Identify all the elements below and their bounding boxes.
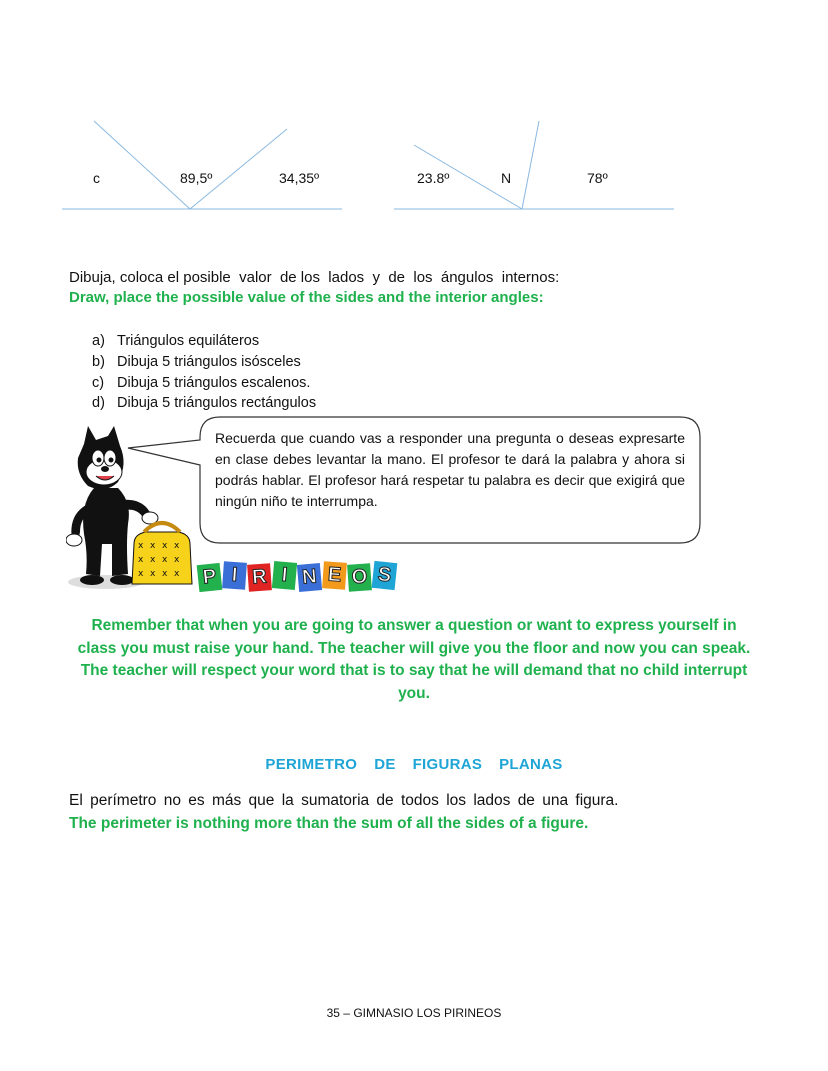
list-marker: b): [92, 353, 105, 370]
left-ray-2: [190, 129, 287, 209]
cat-mascot-illustration: [66, 424, 196, 594]
svg-text:x: x: [150, 569, 156, 579]
logo-letter: P: [197, 563, 223, 592]
list-text: Dibuja 5 triángulos isósceles: [117, 353, 301, 370]
task-list: [92, 331, 316, 414]
logo-letter: O: [347, 563, 372, 592]
list-marker: a): [92, 333, 105, 349]
list-marker: c): [92, 374, 105, 391]
page-footer: 35 – GIMNASIO LOS PIRINEOS: [326, 1006, 502, 1020]
list-marker: d): [92, 395, 105, 412]
svg-text:x: x: [162, 555, 168, 565]
list-text: Dibuja 5 triángulos rectángulos: [117, 395, 317, 412]
list-item: [92, 352, 316, 373]
svg-text:x: x: [174, 541, 180, 551]
definition-spanish: El perímetro no es más que la sumatoria de todos los lados de una figura.: [69, 792, 619, 809]
logo-letter: S: [372, 561, 398, 590]
svg-text:x: x: [162, 541, 168, 551]
list-item: [92, 373, 316, 394]
pirineos-logo: [198, 562, 408, 592]
remember-paragraph: Remember that when you are going to answer a question or want to express yourself in class you must raise your hand. The teacher will give you the floor and now you can speak. The teacher will respect your word that is to say that he will demand that no child interrupt you.: [77, 617, 751, 702]
list-item: [92, 331, 316, 352]
angle-label-78: 78º: [587, 170, 608, 186]
angle-label-34-35: 34,35º: [279, 170, 320, 186]
svg-text:x: x: [150, 555, 156, 565]
svg-text:x: x: [150, 541, 156, 551]
left-ray-1: [94, 121, 190, 209]
svg-text:x: x: [138, 569, 144, 579]
angle-label-89-5: 89,5º: [180, 170, 213, 186]
angle-figures: [0, 0, 828, 240]
angle-label-c: c: [93, 170, 100, 186]
logo-letter: E: [322, 561, 347, 590]
list-text: Triángulos equiláteros: [117, 333, 260, 349]
svg-text:x: x: [174, 569, 180, 579]
svg-text:x: x: [138, 555, 144, 565]
logo-letter: I: [272, 561, 297, 590]
speech-bubble-text: Recuerda que cuando vas a responder una pregunta o deseas expresarte en clase debes levantar la mano. El profesor te dará la palabra y ahora si podrás hablar. El profesor hará respetar tu palabra es decir que exigirá que ningún niño te interrumpa.: [215, 430, 685, 509]
section-title: PERIMETRO DE FIGURAS PLANAS: [265, 756, 563, 773]
definition-english: The perimeter is nothing more than the sum of all the sides of a figure.: [69, 815, 589, 832]
svg-text:x: x: [138, 541, 144, 551]
logo-letter: N: [297, 563, 322, 592]
instruction-spanish: Dibuja, coloca el posible valor de los lados y de los ángulos internos:: [69, 269, 560, 286]
angle-label-n: N: [501, 170, 512, 186]
logo-letter: R: [247, 563, 272, 592]
right-ray-2: [522, 121, 539, 209]
svg-text:x: x: [174, 555, 180, 565]
angle-label-23-8: 23.8º: [417, 170, 450, 186]
instruction-english: Draw, place the possible value of the sides and the interior angles:: [69, 289, 544, 306]
svg-text:x: x: [162, 569, 168, 579]
logo-letter: I: [222, 561, 247, 590]
list-text: Dibuja 5 triángulos escalenos.: [117, 374, 311, 391]
